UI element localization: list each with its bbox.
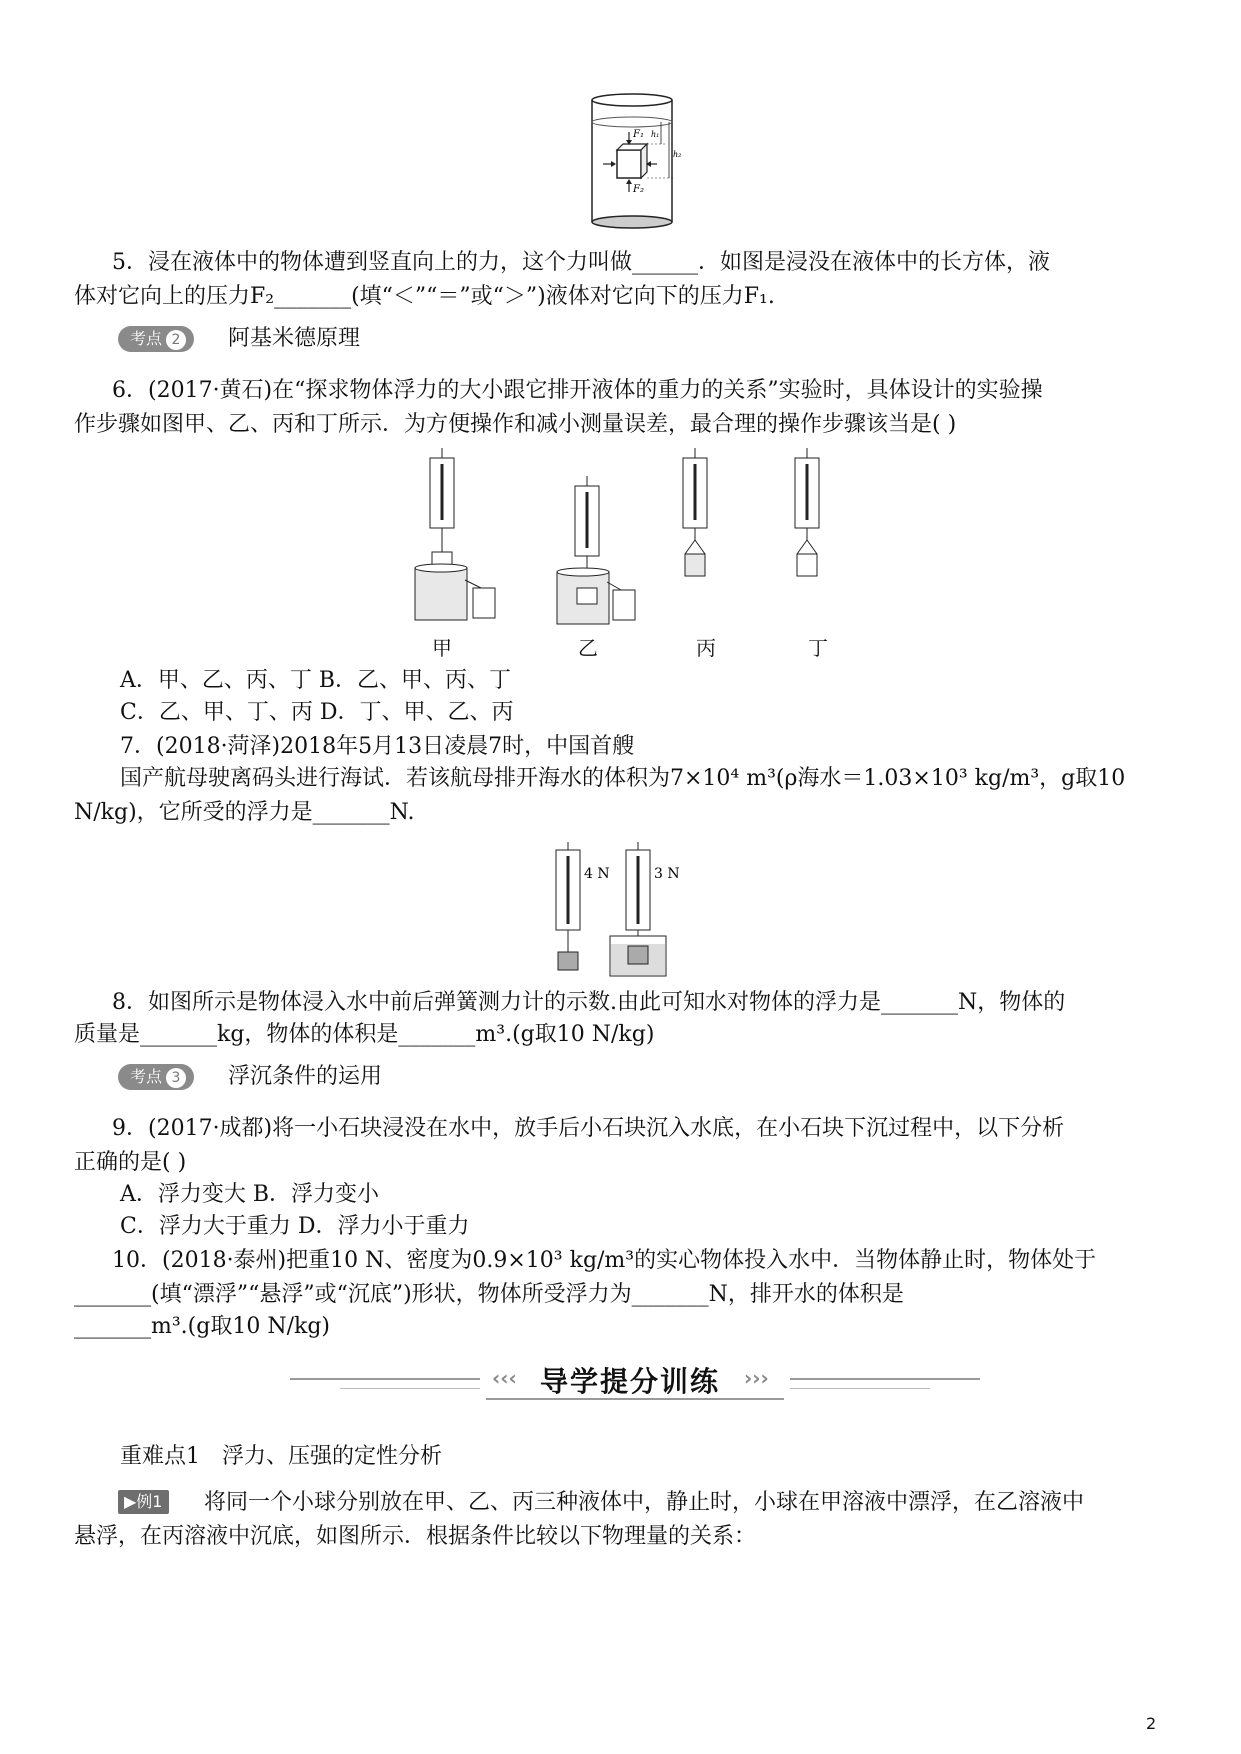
badge-number: 2 [166, 330, 186, 350]
step-bing [683, 448, 707, 576]
q9-options-cd: C．浮力大于重力 D．浮力小于重力 [120, 1214, 470, 1239]
banner-deco-left: ‹‹‹ [492, 1366, 517, 1390]
spring-scale-figure [552, 842, 702, 978]
label-h2: h₂ [673, 150, 682, 159]
reading-3n: 3 N [654, 866, 680, 882]
q6-line2: 作步骤如图甲、乙、丙和丁所示．为方便操作和减小测量误差，最合理的操作步骤该当是( ) [74, 412, 957, 437]
q5-line1: 5．浸在液体中的物体遭到竖直向上的力，这个力叫做______．如图是浸没在液体中的长方体，液 [112, 250, 1051, 275]
submerged-block-figure [585, 92, 690, 234]
q8-line2: 质量是_______kg，物体的体积是_______m³.(g取10 N/kg) [74, 1022, 655, 1047]
q9-line2: 正确的是( ) [74, 1150, 187, 1175]
section-badge-2 [118, 326, 194, 352]
q7-line3: N/kg)，它所受的浮力是_______N. [74, 800, 415, 825]
q6-options-ab: A．甲、乙、丙、丁 B．乙、甲、丙、丁 [120, 668, 512, 693]
caption-yi: 乙 [578, 636, 598, 660]
q10-line1: 10．(2018·泰州)把重10 N、密度为0.9×10³ kg/m³的实心物体投入水中．当物体静止时，物体处于 [112, 1248, 1097, 1273]
section-title-2: 阿基米德原理 [228, 326, 361, 351]
label-h1: h₁ [651, 130, 660, 139]
example1-line2: 悬浮，在丙溶液中沉底，如图所示．根据条件比较以下物理量的关系： [74, 1524, 757, 1549]
example1-line1: 将同一个小球分别放在甲、乙、丙三种液体中，静止时，小球在甲溶液中漂浮，在乙溶液中 [204, 1490, 1085, 1515]
page-number: 2 [1146, 1714, 1157, 1733]
step-yi [557, 476, 635, 624]
banner-title: 导学提分训练 [540, 1365, 721, 1398]
q10-line3: _______m³.(g取10 N/kg) [74, 1314, 330, 1339]
badge-number: 3 [166, 1068, 186, 1088]
banner-deco-right: ››› [744, 1366, 769, 1390]
q5-line2: 体对它向上的压力F₂_______(填“＜”“＝”或“＞”)液体对它向下的压力F₁. [74, 284, 775, 309]
q7-line2: 国产航母驶离码头进行海试．若该航母排开海水的体积为7×10⁴ m³(ρ海水＝1.03×10³ kg/m³，g取10 [120, 766, 1126, 791]
step-jia [415, 448, 495, 620]
caption-jia: 甲 [432, 636, 452, 660]
q8-line1: 8．如图所示是物体浸入水中前后弹簧测力计的示数.由此可知水对物体的浮力是_______N，物体的 [112, 990, 1066, 1015]
experiment-steps-figure [405, 448, 865, 628]
example-tag: ▶例1 [118, 1490, 169, 1514]
section-badge-3 [118, 1064, 194, 1090]
q9-line1: 9．(2017·成都)将一小石块浸没在水中，放手后小石块沉入水底，在小石块下沉过程中，以下分析 [112, 1116, 1065, 1141]
badge-label: 考点 [130, 1067, 163, 1086]
caption-bing: 丙 [696, 636, 716, 660]
badge-label: 考点 [130, 329, 163, 348]
section-title-3: 浮沉条件的运用 [228, 1064, 383, 1089]
caption-ding: 丁 [808, 636, 828, 660]
q6-options-cd: C．乙、甲、丁、丙 D．丁、甲、乙、丙 [120, 700, 514, 725]
q10-line2: _______(填“漂浮”“悬浮”或“沉底”)形状，物体所受浮力为_______N，排开水的体积是 [74, 1282, 904, 1307]
q7-line1: 7．(2018·菏泽)2018年5月13日凌晨7时，中国首艘 [120, 734, 635, 759]
q6-line1: 6．(2017·黄石)在“探求物体浮力的大小跟它排开液体的重力的关系”实验时，具体设计的实验操 [112, 378, 1043, 403]
q9-options-ab: A．浮力变大 B．浮力变小 [120, 1182, 380, 1207]
step-ding [795, 448, 819, 576]
reading-4n: 4 N [584, 866, 610, 882]
label-f2: F₂ [633, 184, 644, 195]
key-point-1-title: 重难点1 浮力、压强的定性分析 [120, 1444, 442, 1469]
label-f1: F₁ [633, 129, 644, 140]
